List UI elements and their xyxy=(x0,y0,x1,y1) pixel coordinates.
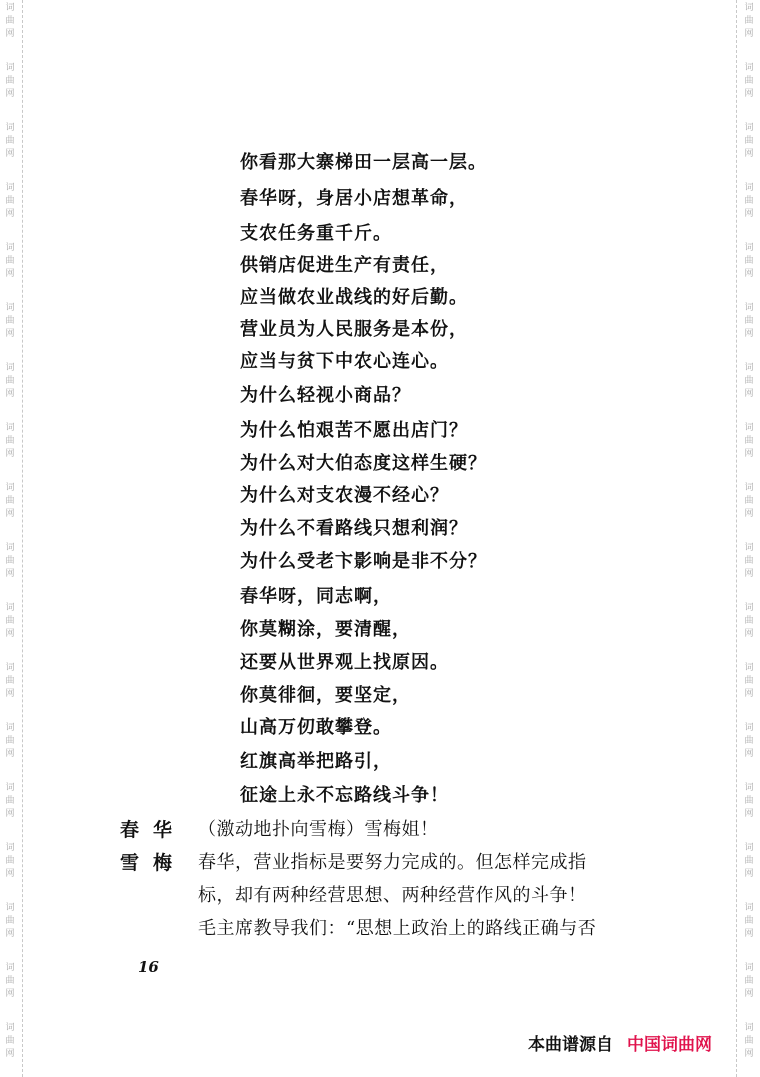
watermark-text xyxy=(3,362,17,401)
watermark-char: 词 xyxy=(5,183,15,193)
watermark-text xyxy=(742,662,756,701)
watermark-text xyxy=(3,902,17,941)
lyric-line: 为什么对支农漫不经心？ xyxy=(240,485,449,506)
watermark-char: 曲 xyxy=(744,616,754,626)
dialogue-line: 春华，营业指标是要努力完成的。但怎样完成指 xyxy=(198,852,587,873)
watermark-char: 词 xyxy=(5,243,15,253)
watermark-char: 曲 xyxy=(5,976,15,986)
watermark-char: 曲 xyxy=(744,256,754,266)
lyric-line: 应当做农业战线的好后勤。 xyxy=(240,287,468,308)
watermark-text xyxy=(3,2,17,41)
watermark-char: 曲 xyxy=(744,496,754,506)
lyric-line: 为什么轻视小商品？ xyxy=(240,385,411,406)
watermark-char: 曲 xyxy=(5,736,15,746)
watermark-char: 词 xyxy=(744,603,754,613)
watermark-char: 词 xyxy=(744,423,754,433)
watermark-char: 网 xyxy=(744,209,754,219)
watermark-char: 词 xyxy=(744,963,754,973)
watermark-char: 网 xyxy=(5,869,15,879)
watermark-char: 曲 xyxy=(5,196,15,206)
page-number: 16 xyxy=(138,958,159,976)
watermark-text xyxy=(742,902,756,941)
watermark-text xyxy=(3,242,17,281)
watermark-char: 曲 xyxy=(744,976,754,986)
watermark-char: 曲 xyxy=(5,256,15,266)
watermark-char: 网 xyxy=(5,809,15,819)
watermark-char: 词 xyxy=(744,363,754,373)
footer-source-label: 本曲谱源自 xyxy=(528,1035,613,1055)
lyric-line: 山高万仞敢攀登。 xyxy=(240,717,392,738)
watermark-char: 曲 xyxy=(5,376,15,386)
lyric-line: 春华呀，身居小店想革命， xyxy=(240,188,468,209)
watermark-char: 曲 xyxy=(744,376,754,386)
watermark-text xyxy=(3,482,17,521)
dialogue-line: 毛主席教导我们：“思想上政治上的路线正确与否 xyxy=(198,918,597,939)
watermark-char: 词 xyxy=(744,783,754,793)
watermark-char: 网 xyxy=(744,689,754,699)
watermark-text xyxy=(742,422,756,461)
watermark-char: 词 xyxy=(744,123,754,133)
watermark-char: 曲 xyxy=(744,796,754,806)
watermark-char: 网 xyxy=(744,449,754,459)
stage-direction: （激动地扑向雪梅）雪梅姐！ xyxy=(198,819,439,840)
watermark-char: 词 xyxy=(744,1023,754,1033)
watermark-char: 网 xyxy=(5,389,15,399)
watermark-char: 曲 xyxy=(5,916,15,926)
watermark-char: 曲 xyxy=(5,556,15,566)
watermark-text xyxy=(742,2,756,41)
watermark-char: 词 xyxy=(5,603,15,613)
watermark-char: 曲 xyxy=(5,1036,15,1046)
watermark-char: 网 xyxy=(744,389,754,399)
watermark-char: 曲 xyxy=(5,856,15,866)
watermark-char: 词 xyxy=(5,543,15,553)
lyric-line: 红旗高举把路引， xyxy=(240,751,392,772)
lyric-line: 春华呀，同志啊， xyxy=(240,586,392,607)
watermark-char: 词 xyxy=(744,183,754,193)
watermark-text xyxy=(3,302,17,341)
watermark-char: 曲 xyxy=(744,196,754,206)
watermark-char: 网 xyxy=(5,449,15,459)
watermark-char: 网 xyxy=(5,89,15,99)
watermark-char: 曲 xyxy=(744,316,754,326)
watermark-char: 网 xyxy=(744,509,754,519)
watermark-char: 曲 xyxy=(744,856,754,866)
watermark-char: 词 xyxy=(744,3,754,13)
watermark-char: 曲 xyxy=(744,736,754,746)
watermark-text xyxy=(3,662,17,701)
watermark-char: 网 xyxy=(744,629,754,639)
watermark-char: 网 xyxy=(744,989,754,999)
watermark-char: 网 xyxy=(5,989,15,999)
watermark-char: 曲 xyxy=(744,916,754,926)
watermark-char: 网 xyxy=(744,809,754,819)
watermark-text xyxy=(3,122,17,161)
watermark-char: 词 xyxy=(744,903,754,913)
watermark-char: 网 xyxy=(5,209,15,219)
watermark-text xyxy=(742,782,756,821)
watermark-text xyxy=(3,542,17,581)
watermark-text xyxy=(742,242,756,281)
watermark-char: 网 xyxy=(5,149,15,159)
watermark-char: 曲 xyxy=(5,316,15,326)
watermark-char: 词 xyxy=(5,963,15,973)
watermark-char: 网 xyxy=(5,629,15,639)
watermark-char: 网 xyxy=(5,29,15,39)
watermark-char: 词 xyxy=(744,663,754,673)
watermark-char: 曲 xyxy=(744,676,754,686)
watermark-char: 词 xyxy=(744,483,754,493)
watermark-char: 词 xyxy=(744,543,754,553)
watermark-char: 网 xyxy=(744,929,754,939)
lyric-line: 你看那大寨梯田一层高一层。 xyxy=(240,152,487,173)
watermark-text xyxy=(742,1022,756,1061)
left-dashed-rule xyxy=(22,0,23,1077)
lyric-line: 应当与贫下中农心连心。 xyxy=(240,351,449,372)
watermark-char: 词 xyxy=(5,1023,15,1033)
watermark-char: 词 xyxy=(5,783,15,793)
watermark-char: 网 xyxy=(5,689,15,699)
watermark-char: 词 xyxy=(744,843,754,853)
watermark-char: 网 xyxy=(5,569,15,579)
watermark-char: 曲 xyxy=(5,76,15,86)
watermark-char: 词 xyxy=(5,3,15,13)
watermark-text xyxy=(742,842,756,881)
watermark-char: 网 xyxy=(744,329,754,339)
watermark-char: 曲 xyxy=(5,796,15,806)
watermark-char: 词 xyxy=(5,663,15,673)
watermark-text xyxy=(3,602,17,641)
watermark-char: 网 xyxy=(744,29,754,39)
watermark-char: 词 xyxy=(744,243,754,253)
watermark-char: 曲 xyxy=(5,436,15,446)
watermark-text xyxy=(742,482,756,521)
watermark-char: 网 xyxy=(744,1049,754,1059)
watermark-char: 词 xyxy=(5,303,15,313)
watermark-char: 词 xyxy=(5,483,15,493)
watermark-text xyxy=(742,182,756,221)
watermark-char: 曲 xyxy=(744,1036,754,1046)
watermark-char: 曲 xyxy=(5,676,15,686)
watermark-char: 词 xyxy=(5,723,15,733)
watermark-text xyxy=(742,362,756,401)
watermark-char: 曲 xyxy=(5,136,15,146)
watermark-char: 词 xyxy=(5,123,15,133)
watermark-char: 词 xyxy=(744,723,754,733)
watermark-text xyxy=(742,722,756,761)
watermark-char: 词 xyxy=(744,303,754,313)
watermark-text xyxy=(742,602,756,641)
watermark-char: 曲 xyxy=(5,616,15,626)
watermark-char: 词 xyxy=(5,423,15,433)
watermark-text xyxy=(742,542,756,581)
lyric-line: 营业员为人民服务是本份， xyxy=(240,319,468,340)
right-dashed-rule xyxy=(736,0,737,1077)
lyric-line: 还要从世界观上找原因。 xyxy=(240,652,449,673)
watermark-char: 网 xyxy=(5,929,15,939)
lyric-line: 征途上永不忘路线斗争！ xyxy=(240,785,449,806)
lyric-line: 为什么不看路线只想利润？ xyxy=(240,518,468,539)
watermark-text xyxy=(3,422,17,461)
watermark-char: 网 xyxy=(5,329,15,339)
watermark-char: 曲 xyxy=(744,136,754,146)
watermark-text xyxy=(3,842,17,881)
watermark-char: 词 xyxy=(5,843,15,853)
watermark-char: 曲 xyxy=(744,16,754,26)
watermark-text xyxy=(3,782,17,821)
right-margin-watermark xyxy=(732,0,760,1077)
watermark-text xyxy=(742,302,756,341)
speaker-name: 雪梅 xyxy=(120,852,187,874)
watermark-char: 曲 xyxy=(5,16,15,26)
watermark-char: 词 xyxy=(744,63,754,73)
watermark-char: 网 xyxy=(744,89,754,99)
watermark-text xyxy=(3,182,17,221)
watermark-char: 词 xyxy=(5,363,15,373)
watermark-text xyxy=(3,62,17,101)
dialogue-line: 标，却有两种经营思想、两种经营作风的斗争！ xyxy=(198,885,587,906)
watermark-char: 曲 xyxy=(744,556,754,566)
lyric-line: 为什么怕艰苦不愿出店门？ xyxy=(240,420,468,441)
watermark-text xyxy=(742,122,756,161)
watermark-char: 词 xyxy=(5,903,15,913)
lyric-line: 你莫糊涂，要清醒， xyxy=(240,619,411,640)
watermark-text xyxy=(742,962,756,1001)
watermark-char: 词 xyxy=(5,63,15,73)
watermark-char: 网 xyxy=(744,749,754,759)
watermark-char: 网 xyxy=(5,269,15,279)
footer-site-link[interactable]: 中国词曲网 xyxy=(627,1035,712,1055)
watermark-char: 曲 xyxy=(744,436,754,446)
watermark-text xyxy=(742,62,756,101)
watermark-char: 网 xyxy=(744,569,754,579)
lyric-line: 为什么对大伯态度这样生硬？ xyxy=(240,453,487,474)
watermark-char: 网 xyxy=(744,269,754,279)
watermark-char: 曲 xyxy=(5,496,15,506)
watermark-char: 网 xyxy=(5,749,15,759)
footer-attribution xyxy=(528,1030,712,1055)
watermark-char: 网 xyxy=(5,509,15,519)
lyric-line: 供销店促进生产有责任， xyxy=(240,255,449,276)
watermark-char: 网 xyxy=(744,869,754,879)
lyric-line: 支农任务重千斤。 xyxy=(240,223,392,244)
left-margin-watermark xyxy=(0,0,28,1077)
watermark-text xyxy=(3,722,17,761)
lyric-line: 你莫徘徊，要坚定， xyxy=(240,685,411,706)
speaker-name: 春华 xyxy=(120,819,187,841)
watermark-char: 曲 xyxy=(744,76,754,86)
watermark-text xyxy=(3,962,17,1001)
watermark-char: 网 xyxy=(5,1049,15,1059)
watermark-char: 网 xyxy=(744,149,754,159)
lyric-line: 为什么受老卞影响是非不分？ xyxy=(240,551,487,572)
watermark-text xyxy=(3,1022,17,1061)
